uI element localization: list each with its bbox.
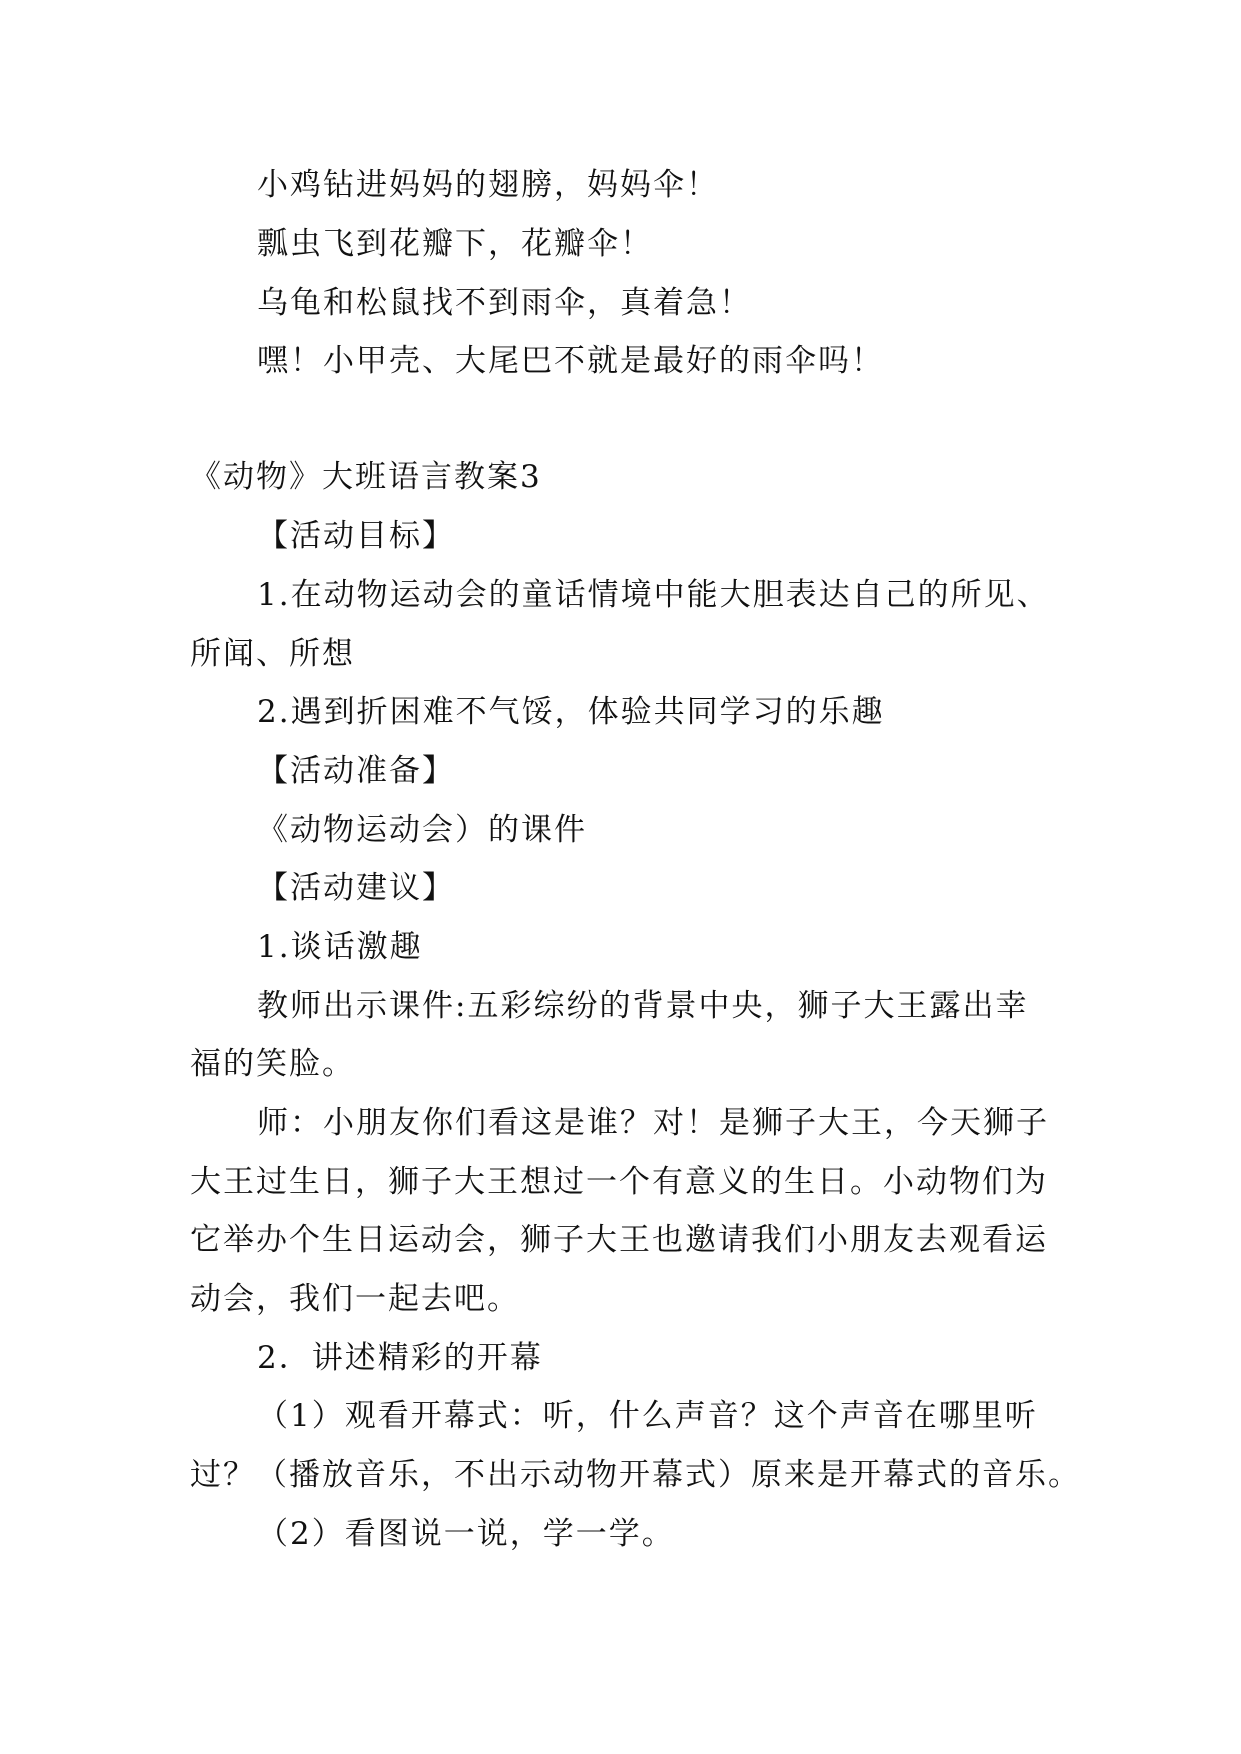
text-line: 嘿！小甲壳、大尾巴不就是最好的雨伞吗！ xyxy=(257,343,884,379)
text-line: 1.谈话激趣 xyxy=(257,929,423,965)
text-line: 福的笑脸。 xyxy=(190,1046,355,1082)
text-line: 《动物运动会）的课件 xyxy=(257,812,587,848)
text-line: 2.遇到折困难不气馁，体验共同学习的乐趣 xyxy=(257,694,885,730)
heading-activity-suggestions: 【活动建议】 xyxy=(257,870,455,906)
text-line: 瓢虫飞到花瓣下，花瓣伞！ xyxy=(257,226,653,262)
text-line: （2）看图说一说，学一学。 xyxy=(257,1516,675,1552)
text-line: 1.在动物运动会的童话情境中能大胆表达自己的所见、 xyxy=(257,577,1050,613)
text-line: 过？（播放音乐，不出示动物开幕式）原来是开幕式的音乐。 xyxy=(190,1457,1081,1493)
heading-activity-goals: 【活动目标】 xyxy=(257,518,455,554)
text-line: 小鸡钻进妈妈的翅膀，妈妈伞！ xyxy=(257,167,719,203)
text-line: 教师出示课件:五彩综纷的背景中央，狮子大王露出幸 xyxy=(257,988,1029,1024)
text-line: 大王过生日，狮子大王想过一个有意义的生日。小动物们为 xyxy=(190,1164,1048,1200)
text-line: 动会，我们一起去吧。 xyxy=(190,1281,520,1317)
section-title: 《动物》大班语言教案3 xyxy=(190,459,542,495)
text-line: 它举办个生日运动会，狮子大王也邀请我们小朋友去观看运 xyxy=(190,1222,1048,1258)
text-line: 乌龟和松鼠找不到雨伞，真着急！ xyxy=(257,285,752,321)
heading-activity-preparation: 【活动准备】 xyxy=(257,753,455,789)
text-line: 2．讲述精彩的开幕 xyxy=(257,1340,543,1376)
text-line: 师：小朋友你们看这是谁？对！是狮子大王，今天狮子 xyxy=(257,1105,1049,1141)
text-line: 所闻、所想 xyxy=(190,636,355,672)
text-line: （1）观看开幕式：听，什么声音？这个声音在哪里听 xyxy=(257,1398,1038,1434)
